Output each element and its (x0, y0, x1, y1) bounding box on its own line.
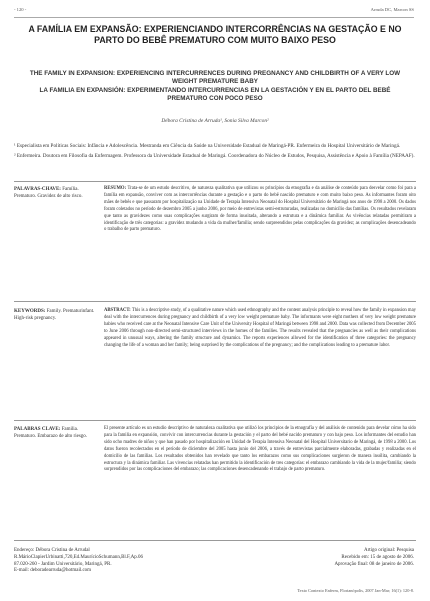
address-line: R.MárioClapierUrbinatti,720,Ed.MaurícioSchumann,Bl.F,Ap.06 (14, 554, 144, 560)
abstract-pt-text: Trata-se de um estudo descritivo, de natureza qualitativa que utilizou os princípios da etnografia e da análise de conteúdo para desvelar como foi para a família em expansão, conviver com as intercorrências durante a gestação e o parto do bebê nascido prematuro e com muito baixo peso. As informantes foram oito mães de bebês e que passaram por hospitalização na Unidade de Terapia Intensiva Neonatal do Hospital Universitário de Maringá nos anos de 1998 a 2000. Os dados foram coletados no período de dezembro 2005 a junho 2006, por meio de entrevistas semi-estruturadas, realizadas no domicílio das famílias. Os resultados revelaram que tanto as gravidezes como suas complicações surgiram de forma inusitada, alterando a estrutura e a dinâmica familiar. As vivências relatadas permitiram a identificação de três categorias: a gravidez mudando a vida da mulher/família; sendo surpreendidos pelas complicações da gravidez; as complicações desencadeando o trabalho de parto prematuro. (104, 186, 416, 233)
section-divider (14, 540, 416, 541)
section-divider (14, 301, 416, 302)
running-head: Arruda DC, Marcon SS (370, 7, 414, 12)
received-date: Recebido em: 15 de agosto de 2006. (341, 554, 414, 560)
journal-citation: Texto Contexto Enferm, Florianópolis, 2007 Jan-Mar; 16(1): 120-8. (297, 588, 414, 593)
abstract-es (104, 426, 416, 474)
page-number: - 120 - (14, 7, 27, 12)
author-notes (14, 142, 416, 162)
abstract-pt-label: RESUMO: (104, 186, 127, 191)
authors: Débora Cristina de Arruda¹, Sonia Silva Marcon² (161, 118, 269, 124)
abstract-pt (104, 186, 416, 234)
author-note-2: ² Enfermeira. Doutora em Filosofia da Enfermagem. Professora da Universidade Estadual de Maringá. Coordenadora do Núcleo de Estudos, Pesquisa, Assistência e Apoio à Família (NEPAAF). (14, 153, 415, 159)
keywords-pt-text: Família. Prematuro. Gravidez de alto risco. (14, 187, 83, 200)
keywords-en (14, 308, 98, 323)
abstract-en-label: ABSTRACT: (104, 308, 131, 313)
abstract-en (104, 308, 416, 349)
approval-date: Aprovação final: 08 de janeiro de 2006. (334, 561, 414, 567)
abstract-es-text: El presente artículo es un estudio descriptivo de naturaleza cualitativa que utilizó los principios de la etnografía y del análisis de contenido para develar cómo ha sido para la familia en expansión, convivir con intercurrencias durante la gestación y el parto del bebé nacido prematuro y con bajo peso. Los informantes del estudio han sido ocho madres de niños y que han pasado por hospitalización en Unidad de Terapia Intensiva Neonatal del Hospital Universitario de Maringá, de 1998 a 2000. Los datos fueron recolectados en el período de diciembre del 2005 hasta junio del 2006, a través de entrevistas parcialmente elaboradas, grabadas y realizadas en el domicilio de las familias. Los resultados obtenidos han revelado que tanto los embarazos como sus complicaciones surgieron de manera insólita, cambiando la estructura y la dinámica familiar. Las vivencias relatadas han permitido la identificación de tres categorías: el embarazo cambiando la vida de la mujer/familia; siendo sorprendidos por las complicaciones del embarazo; las complicaciones desencadenando el trabajo de parto prematuro. (104, 426, 416, 473)
keywords-pt-label: PALAVRAS-CHAVE: (14, 187, 61, 192)
keywords-es (14, 426, 98, 441)
email-line: E-mail: deboradearruda@hotmail.com (14, 568, 92, 574)
title-spanish: LA FAMILIA EN EXPANSIÓN: EXPERIMENTANDO INTERCURRENCIAS EN LA GESTACIÓN Y EN EL PARTO DEL BEBÉ PREMATURO CON POCO PESO (39, 87, 391, 102)
title-english: THE FAMILY IN EXPANSION: EXPERIENCING INTERCURRENCES DURING PREGNANCY AND CHILDBIRTH OF A VERY LOW WEIGHT PREMATURE BABY (29, 70, 401, 85)
keywords-en-label: KEYWORDS: (14, 309, 46, 314)
author-note-1: ¹ Especialista em Políticas Sociais: Infância e Adolescência. Mestranda em Ciência da Saúde na Universidade Estadual de Maringá-PR. Enfermeira do Hospital Universitário de Maringá. (14, 143, 401, 149)
section-divider (14, 181, 416, 182)
section-divider (14, 420, 416, 421)
keywords-es-label: PALABRAS CLAVE: (14, 427, 61, 432)
keywords-en-text: Family. Prematurinfant. High-risk pregnancy. (14, 309, 95, 322)
running-header (14, 7, 414, 18)
title-portuguese: A FAMÍLIA EM EXPANSÃO: EXPERIENCIANDO INTERCORRÊNCIAS NA GESTAÇÃO E NO PARTO DO BEBÊ PREMATURO COM MUITO BAIXO PESO (28, 24, 402, 45)
correspondence-address (14, 548, 204, 575)
article-type: Artigo original: Pesquisa (364, 548, 414, 553)
keywords-es-text: Familia. Prematuro. Embarazo de alto riesgo. (14, 427, 88, 440)
address-line: 87.020-260 - Jardim Universitário, Maringá, PR. (14, 561, 112, 567)
article-info (244, 548, 414, 568)
abstract-en-text: This is a descriptive study, of a qualitative nature which used ethnography and the content analysis principle to reveal how the family in expansion may deal with the intercurrences during pregnancy and childbirth of a very low weight premature baby. The informants were eight mothers of very low weight premature babies who received care at the Neonatal Intensive Care Unit of the University Hospital of Maringá between 1998 and 2000. Data was collected from December 2005 to June 2006 through non-directed semi-structured interviews in the homes of the families. The results revealed that the pregnancies as well as their complications appeared in unusual ways, altering the family structure and dynamics. The reports experiences allowed for the identification of three categories: the pregnancy changing the life of a woman and her family; being surprised by the complications of the pregnancy; and the complications leading to a premature labor. (104, 308, 416, 348)
address-line: Endereço: Débora Cristina de Arrudal (14, 548, 90, 553)
keywords-pt (14, 186, 98, 201)
